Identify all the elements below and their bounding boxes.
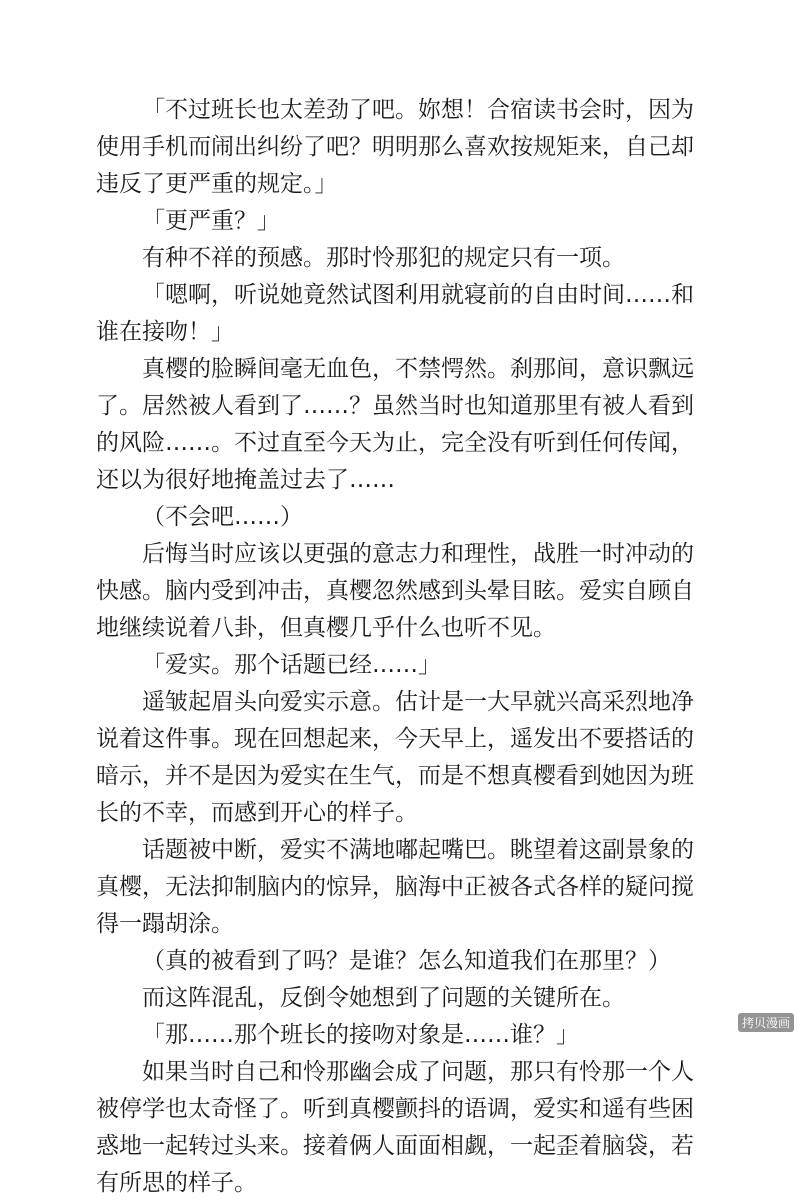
paragraph: 遥皱起眉头向爱实示意。估计是一大早就兴高采烈地净说着这件事。现在回想起来，今天早上，遥发出不要搭话的暗示，并不是因为爱实在生气，而是不想真樱看到她因为班长的不幸，而感到开心的样子。 bbox=[96, 689, 694, 826]
watermark-label: 拷贝漫画 bbox=[738, 1013, 794, 1032]
paragraph: （不会吧……） bbox=[142, 504, 303, 530]
paragraph: （真的被看到了吗？是谁？怎么知道我们在那里？） bbox=[142, 948, 671, 974]
paragraph: 「嗯啊，听说她竟然试图利用就寝前的自由时间……和谁在接吻！」 bbox=[96, 282, 694, 345]
paragraph: 「更严重？」 bbox=[142, 208, 280, 234]
paragraph: 话题被中断，爱实不满地嘟起嘴巴。眺望着这副景象的真樱，无法抑制脑内的惊异，脑海中正被各式各样的疑问搅得一蹋胡涂。 bbox=[96, 837, 694, 937]
paragraph: 真樱的脸瞬间毫无血色，不禁愕然。刹那间，意识飘远了。居然被人看到了……？虽然当时也知道那里有被人看到的风险……。不过直至今天为止，完全没有听到任何传闻，还以为很好地掩盖过去了…… bbox=[96, 356, 694, 493]
paragraph: 有种不祥的预感。那时怜那犯的规定只有一项。 bbox=[142, 245, 625, 271]
paragraph: 「那……那个班长的接吻对象是……谁？」 bbox=[142, 1022, 579, 1048]
paragraph: 「爱实。那个话题已经……」 bbox=[142, 652, 441, 678]
paragraph: 如果当时自己和怜那幽会成了问题，那只有怜那一个人被停学也太奇怪了。听到真樱颤抖的语调，爱实和遥有些困惑地一起转过头来。接着俩人面面相觑，一起歪着脑袋，若有所思的样子。 bbox=[96, 1059, 694, 1196]
paragraph: 「不过班长也太差劲了吧。妳想！合宿读书会时，因为使用手机而闹出纠纷了吧？明明那么喜欢按规矩来，自己却违反了更严重的规定。」 bbox=[96, 97, 694, 197]
paragraph: 后悔当时应该以更强的意志力和理性，战胜一时冲动的快感。脑内受到冲击，真樱忽然感到头晕目眩。爱实自顾自地继续说着八卦，但真樱几乎什么也听不见。 bbox=[96, 541, 694, 641]
paragraph: 而这阵混乱，反倒令她想到了问题的关键所在。 bbox=[142, 985, 625, 1011]
